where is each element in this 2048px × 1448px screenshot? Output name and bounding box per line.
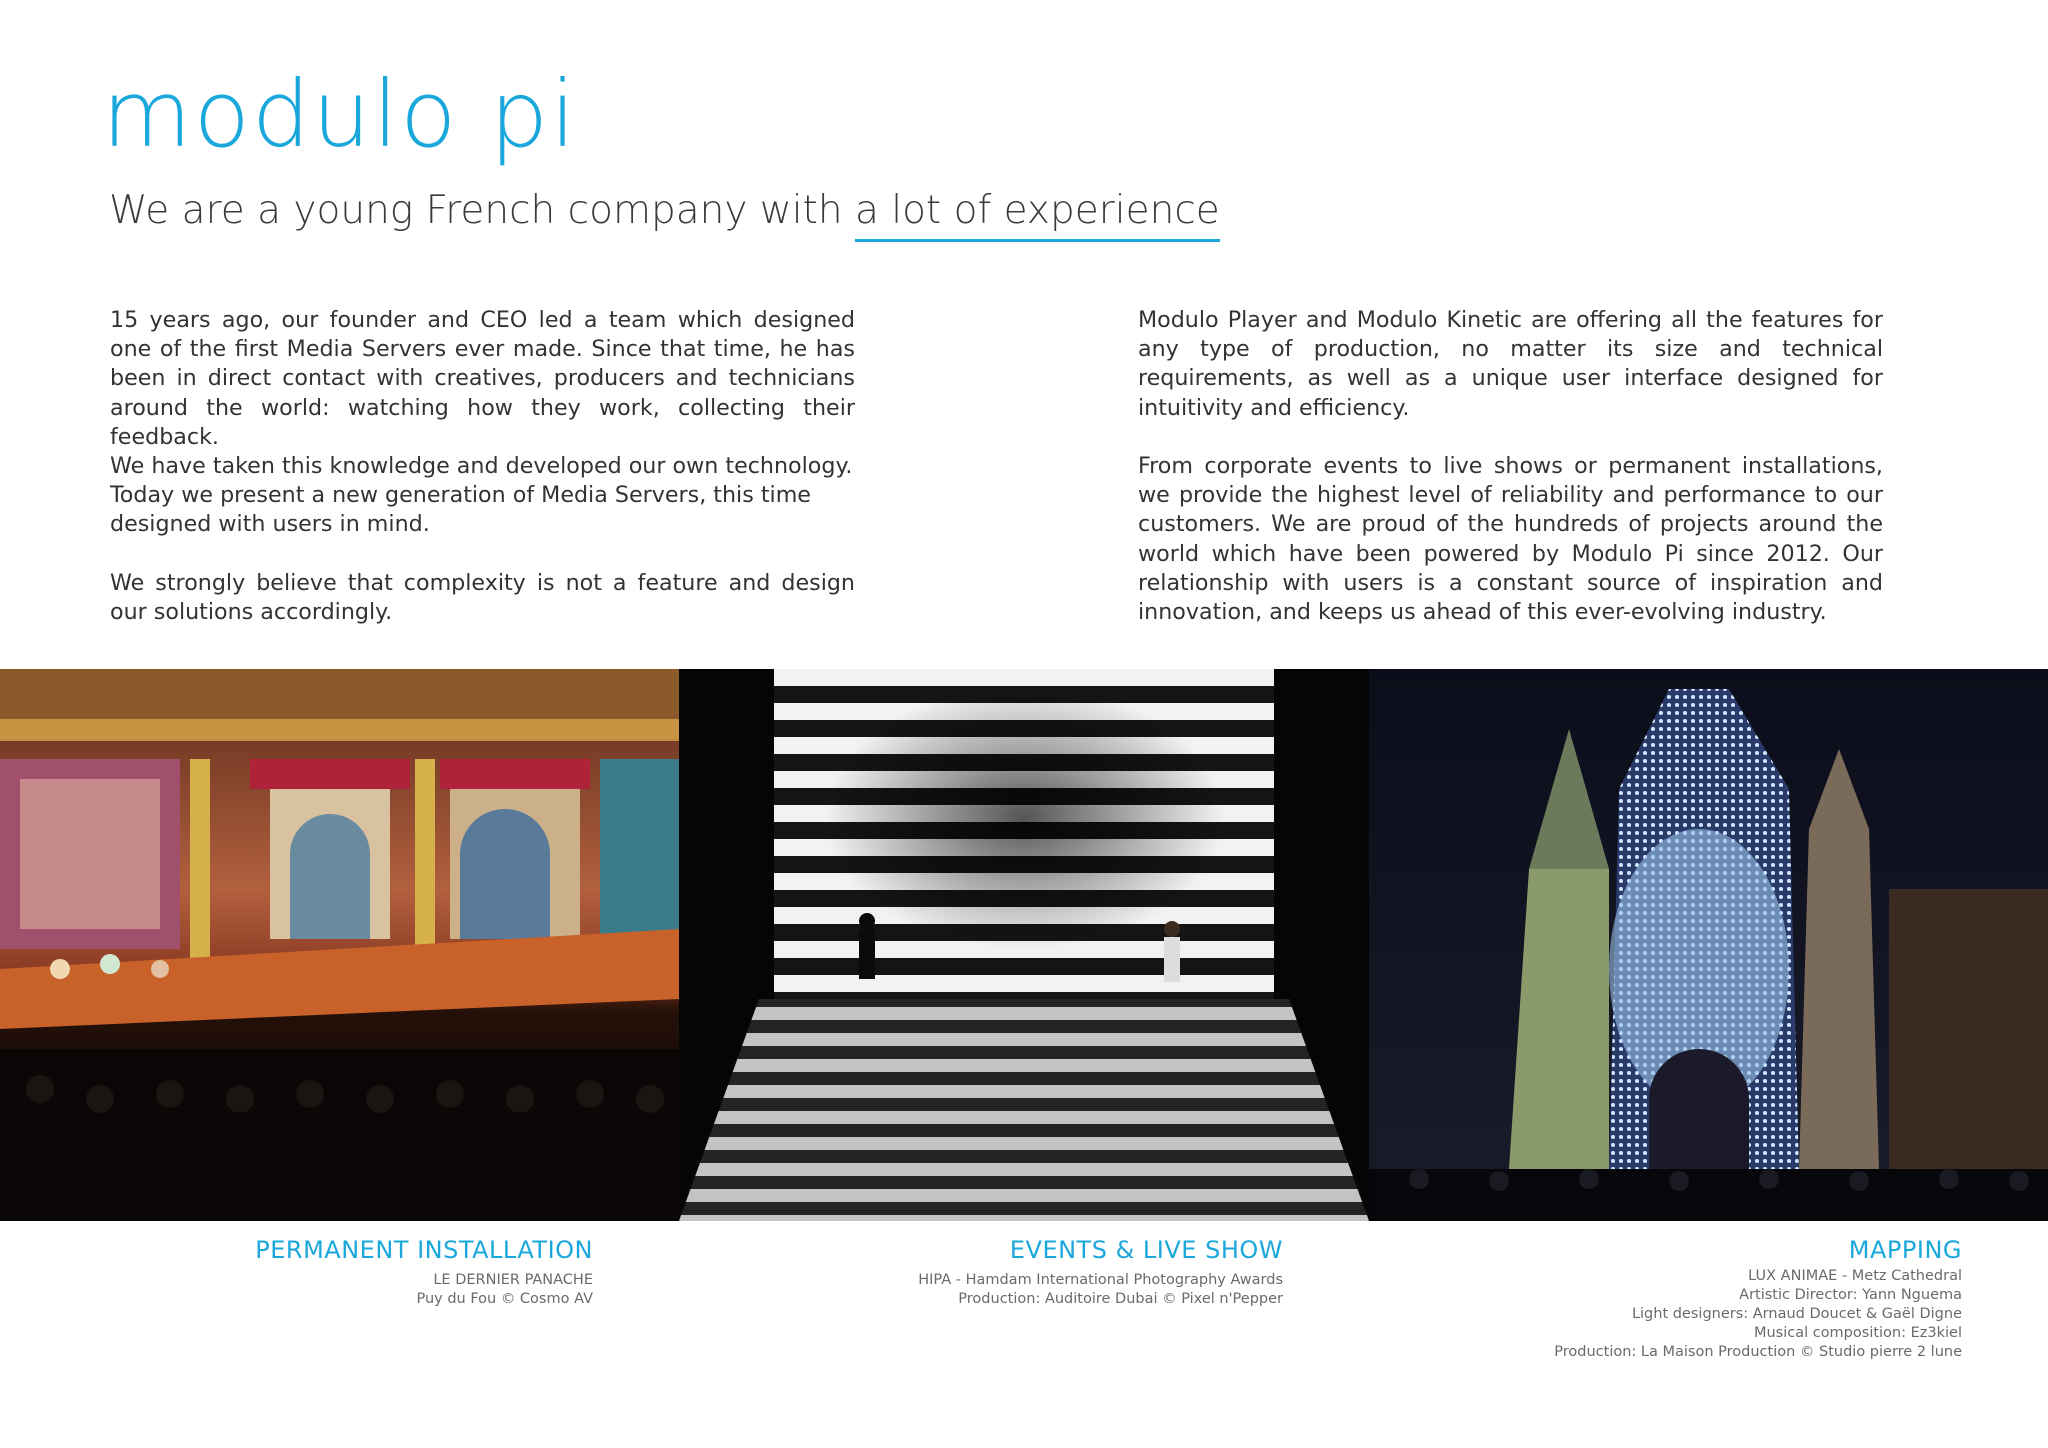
caption-credit-line: LE DERNIER PANACHE	[433, 1271, 593, 1288]
tagline	[109, 188, 1220, 235]
photo-mapping	[1369, 669, 2048, 1221]
intro-right-column	[1138, 306, 1883, 656]
caption-permanent-installation	[255, 1236, 593, 1309]
intro-paragraph-1	[110, 306, 855, 540]
caption-credit-line: Musical composition: Ez3kiel	[1753, 1324, 1962, 1341]
caption-credit-line: Production: Auditoire Dubai © Pixel n'Pepper	[958, 1290, 1283, 1307]
caption-credit-line: Artistic Director: Yann Nguema	[1739, 1286, 1962, 1303]
caption-credit-line: HIPA - Hamdam International Photography Awards	[918, 1271, 1283, 1288]
caption-category: EVENTS & LIVE SHOW	[1009, 1236, 1283, 1264]
caption-credit-line: Puy du Fou © Cosmo AV	[416, 1290, 593, 1307]
photo-permanent-installation	[0, 669, 679, 1221]
caption-events-live-show	[918, 1236, 1283, 1309]
founder-story: 15 years ago, our founder and CEO led a team which designed one of the first Media Servers ever made. Since that time, he has been in direct contact with creatives, producers and technicians around the world: watching how they work, collecting their feedback.	[110, 307, 855, 450]
technology-statement: We have taken this knowledge and developed our own technology.	[110, 453, 853, 480]
intro-left-column	[110, 306, 855, 656]
new-generation-statement: Today we present a new generation of Media Servers, this time designed with users in mind.	[110, 482, 811, 538]
reliability-paragraph: From corporate events to live shows or permanent installations, we provide the highest level of reliability and performance to our customers. We are proud of the hundreds of projects around the world which have been powered by Modulo Pi since 2012. Our relationship with users is a constant source of inspiration and innovation, and keeps us ahead of this ever-evolving industry.	[1138, 453, 1883, 626]
products-paragraph: Modulo Player and Modulo Kinetic are offering all the features for any type of production, no matter its size and technical requirements, as well as a unique user interface designed for intuitivity and efficiency.	[1138, 307, 1883, 421]
theatre-stage-image	[0, 669, 679, 1221]
caption-category: MAPPING	[1848, 1236, 1962, 1264]
caption-category: PERMANENT INSTALLATION	[255, 1236, 593, 1264]
brand-logo-title: modulo pi	[102, 61, 578, 168]
cathedral-mapping-image	[1369, 669, 2048, 1221]
caption-mapping	[1554, 1236, 1962, 1362]
caption-credit-line: Light designers: Arnaud Doucet & Gaël Digne	[1631, 1305, 1962, 1322]
tagline-highlight: a lot of experience	[855, 188, 1220, 242]
caption-credit-line: Production: La Maison Production © Studio pierre 2 lune	[1554, 1343, 1962, 1360]
intro-paragraph-2: We strongly believe that complexity is not a feature and design our solutions accordingly.	[110, 569, 855, 626]
photo-events-live-show	[679, 669, 1369, 1221]
striped-stage-image	[679, 669, 1369, 1221]
tagline-text: We are a young French company with	[109, 188, 855, 233]
caption-credit-line: LUX ANIMAE - Metz Cathedral	[1748, 1267, 1962, 1284]
